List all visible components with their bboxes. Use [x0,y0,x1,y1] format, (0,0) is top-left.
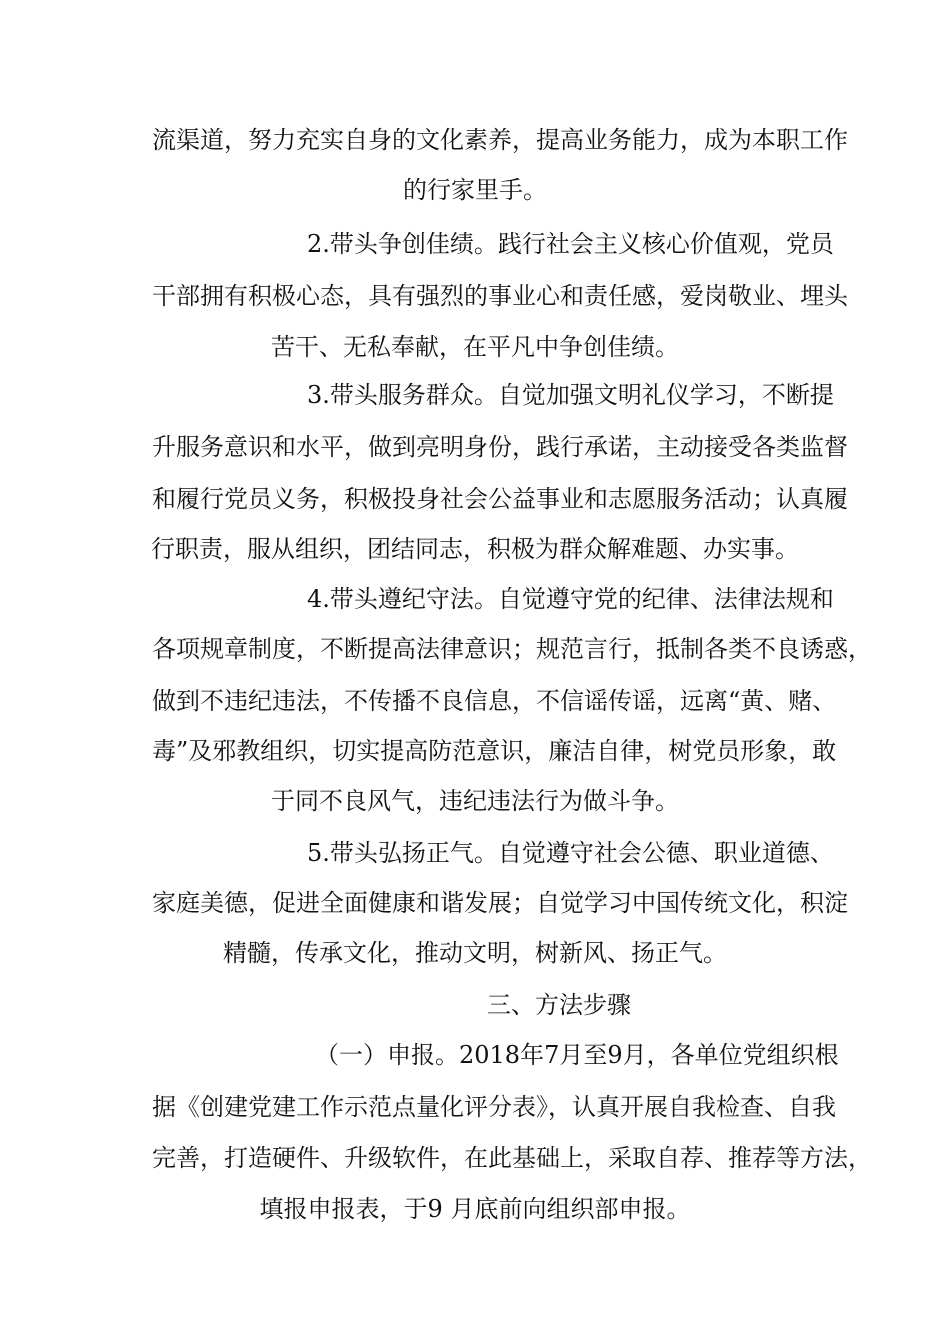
paragraph-line: 毒”及邪教组织，切实提高防范意识，廉洁自律，树党员形象，敢 [152,737,837,765]
paragraph-line: 精髓，传承文化，推动文明，树新风、扬正气。 [223,939,727,967]
paragraph-line: 和履行党员义务，积极投身社会公益事业和志愿服务活动；认真履 [152,485,848,513]
paragraph-line: 行职责，服从组织，团结同志，积极为群众解难题、办实事。 [151,535,799,563]
paragraph-line: 4.带头遵纪守法。自觉遵守党的纪律、法律法规和 [307,585,834,613]
paragraph-line: 做到不违纪违法，不传播不良信息，不信谣传谣，远离“黄、赌、 [152,687,837,715]
section-heading: 三、方法步骤 [487,991,631,1019]
paragraph-line: 干部拥有积极心态，具有强烈的事业心和责任感，爱岗敬业、埋头 [152,282,848,310]
paragraph-line: 流渠道，努力充实自身的文化素养，提高业务能力，成为本职工作 [152,126,848,154]
paragraph-line: 填报申报表，于9 月底前向组织部申报。 [259,1195,691,1223]
paragraph-line: 家庭美德，促进全面健康和谐发展；自觉学习中国传统文化，积淀 [152,889,848,917]
paragraph-line: 苦干、无私奉献，在平凡中争创佳绩。 [271,333,679,361]
paragraph-line: （一）申报。2018年7月至9月，各单位党组织根 [315,1041,839,1069]
paragraph-line: 的行家里手。 [403,176,547,204]
paragraph-line: 各项规章制度，不断提高法律意识；规范言行，抵制各类不良诱惑， [152,635,872,663]
paragraph-line: 3.带头服务群众。自觉加强文明礼仪学习，不断提 [307,381,834,409]
paragraph-line: 完善，打造硬件、升级软件，在此基础上，采取自荐、推荐等方法， [152,1144,872,1172]
paragraph-line: 5.带头弘扬正气。自觉遵守社会公德、职业道德、 [307,839,834,867]
paragraph-line: 于同不良风气，违纪违法行为做斗争。 [271,787,679,815]
paragraph-line: 2.带头争创佳绩。践行社会主义核心价值观，党员 [307,230,834,258]
paragraph-line: 升服务意识和水平，做到亮明身份，践行承诺，主动接受各类监督 [152,433,848,461]
paragraph-line: 据《创建党建工作示范点量化评分表》，认真开展自我检查、自我 [152,1093,836,1121]
